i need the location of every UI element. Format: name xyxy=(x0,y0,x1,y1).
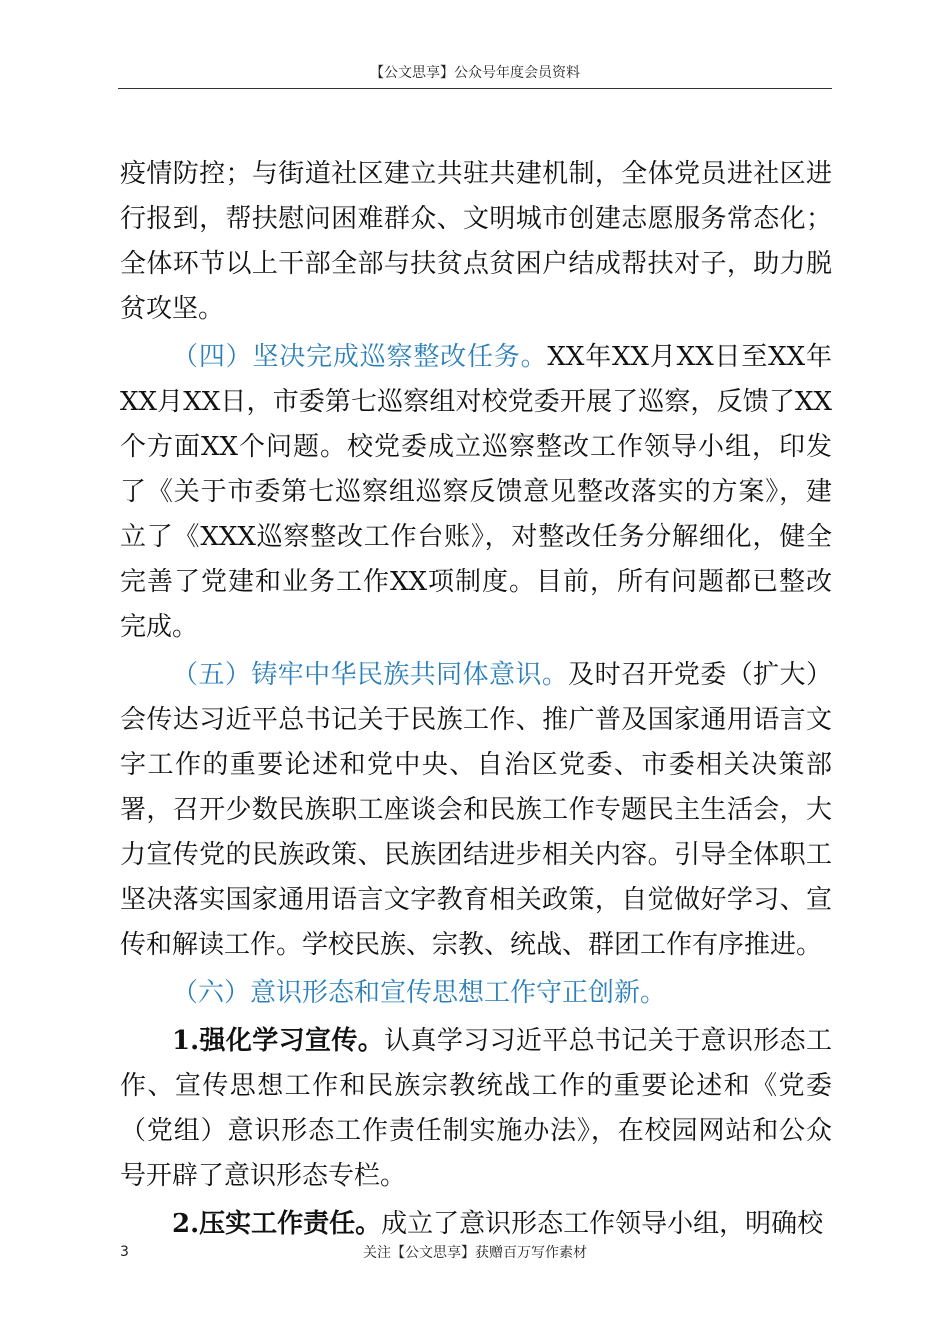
paragraph-text: 及时召开党委（扩大）会传达习近平总书记关于民族工作、推广普及国家通用语言文字工作的重要论述和党中央、自治区党委、市委相关决策部署，召开少数民族职工座谈会和民族工作专题民主生活会，大力宣传党的民族政策、民族团结进步相关内容。引导全体职工坚决落实国家通用语言文字教育相关政策，自觉做好学习、宣传和解读工作。学校民族、宗教、统战、群团工作有序推进。 xyxy=(120,660,832,960)
section-heading-6: （六）意识形态和宣传思想工作守正创新。 xyxy=(172,978,667,1008)
paragraph-text: XX年XX月XX日至XX年XX月XX日，市委第七巡察组对校党委开展了巡察，反馈了XX个方面XX个问题。校党委成立巡察整改工作领导小组，印发了《关于市委第七巡察组巡察反馈意见整改落实的方案》，建立了《XXX巡察整改工作台账》，对整改任务分解细化，健全完善了党建和业务工作XX项制度。目前，所有问题都已整改完成。 xyxy=(120,342,832,642)
paragraph-ideology-heading xyxy=(120,971,832,1016)
paragraph-national-community xyxy=(120,653,832,968)
page-footer: 关注【公文思享】获赠百万写作素材 xyxy=(363,1245,587,1261)
subheading-2: 2.压实工作责任。 xyxy=(172,1209,382,1239)
paragraph-continuation: 疫情防控；与街道社区建立共驻共建机制，全体党员进社区进行报到，帮扶慰问困难群众、文明城市创建志愿服务常态化；全体环节以上干部全部与扶贫点贫困户结成帮扶对子，助力脱贫攻坚。 xyxy=(120,159,832,324)
header-divider xyxy=(118,88,832,89)
paragraph-study-publicity xyxy=(120,1019,832,1199)
page-header: 【公文思享】公众号年度会员资料 xyxy=(370,65,580,81)
section-heading-4: （四）坚决完成巡察整改任务。 xyxy=(172,342,548,372)
paragraph-responsibility xyxy=(120,1202,832,1247)
paragraph-inspection-rectification xyxy=(120,335,832,650)
section-heading-5: （五）铸牢中华民族共同体意识。 xyxy=(172,660,569,690)
page-number: 3 xyxy=(120,1244,129,1260)
paragraph-text: 成立了意识形态工作领导小组，明确校 xyxy=(381,1209,824,1239)
document-body xyxy=(120,152,832,1250)
paragraph-text: 认真学习习近平总书记关于意识形态工作、宣传思想工作和民族宗教统战工作的重要论述和《党委（党组）意识形态工作责任制实施办法》，在校园网站和公众号开辟了意识形态专栏。 xyxy=(120,1026,832,1191)
subheading-1: 1.强化学习宣传。 xyxy=(172,1026,385,1056)
